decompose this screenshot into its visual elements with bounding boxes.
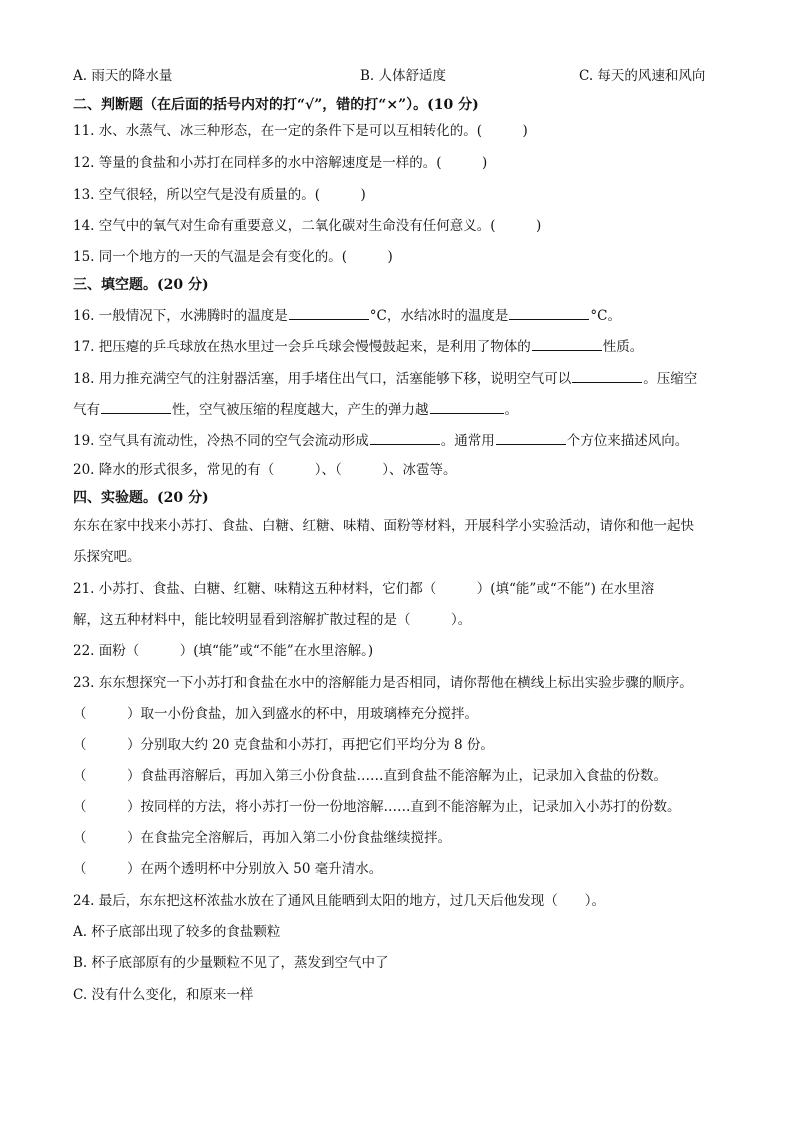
section4-intro-line1: 东东在家中找来小苏打、食盐、白糖、红糖、味精、面粉等材料，开展科学小实验活动，请你和他一起快 [73,518,694,534]
q18-blank-1[interactable] [572,368,642,383]
question-20: 20. 降水的形式很多，常见的有（ ）、（ ）、冰雹等。 [73,462,457,478]
q23-step-5: （ ）在食盐完全溶解后，再加入第二小份食盐继续搅拌。 [73,830,451,846]
q17-text-a: 17. 把压瘪的乒乓球放在热水里过一会乒乓球会慢慢鼓起来，是利用了物体的 [73,339,531,355]
question-24: 24. 最后，东东把这杯浓盐水放在了通风且能晒到太阳的地方，过几天后他发现（ ）。 [73,893,606,909]
question-12: 12. 等量的食盐和小苏打在同样多的水中溶解速度是一样的。( ) [73,155,488,171]
question-23: 23. 东东想探究一下小苏打和食盐在水中的溶解能力是否相同，请你帮他在横线上标出实验步骤的顺序。 [73,675,693,691]
q16-blank-boiling[interactable] [289,305,369,320]
section4-intro-line2: 乐探究吧。 [73,549,141,565]
q18-blank-3[interactable] [430,399,504,414]
q16-text-a: 16. 一般情况下，水沸腾时的温度是 [73,308,288,324]
q19-blank-2[interactable] [496,430,566,445]
q10-option-b[interactable]: B. 人体舒适度 [360,68,447,84]
q18-text-d: 性，空气被压缩的程度越大，产生的弹力越 [172,402,429,418]
q23-step-2: （ ）分别取大约 20 克食盐和小苏打，再把它们平均分为 8 份。 [73,737,494,753]
q18-blank-2[interactable] [101,399,171,414]
q24-option-c[interactable]: C. 没有什么变化，和原来一样 [73,987,254,1003]
q18-text-a: 18. 用力推充满空气的注射器活塞，用手堵住出气口，活塞能够下移，说明空气可以 [73,371,572,387]
question-17 [73,336,733,356]
question-15: 15. 同一个地方的一天的气温是会有变化的。( ) [73,249,393,265]
q16-blank-freezing[interactable] [509,305,589,320]
question-14: 14. 空气中的氧气对生命有重要意义，二氧化碳对生命没有任何意义。( ) [73,218,542,234]
q19-text-c: 个方位来描述风向。 [566,433,689,449]
question-22: 22. 面粉（ ）(填“能”或“不能”在水里溶解。) [73,643,374,659]
q18-text-b: 。压缩空 [643,371,698,387]
q19-blank-1[interactable] [370,430,440,445]
question-21-line2: 解，这五种材料中，能比较明显看到溶解扩散过程的是（ ）。 [73,612,472,628]
section3-heading: 三、填空题。(20 分) [73,277,209,293]
q18-text-e: 。 [504,402,518,418]
section4-heading: 四、实验题。(20 分) [73,490,209,506]
q16-text-c: °C。 [590,308,621,324]
q24-option-a[interactable]: A. 杯子底部出现了较多的食盐颗粒 [73,924,281,940]
q19-text-b: 。通常用 [440,433,495,449]
q17-blank[interactable] [532,336,602,351]
question-11: 11. 水、水蒸气、冰三种形态，在一定的条件下是可以互相转化的。( ) [73,123,528,139]
q18-text-c: 气有 [73,402,100,418]
q19-text-a: 19. 空气具有流动性，冷热不同的空气会流动形成 [73,433,369,449]
q10-option-c[interactable]: C. 每天的风速和风向 [579,68,706,84]
q23-step-1: （ ）取一小份食盐，加入到盛水的杯中，用玻璃棒充分搅拌。 [73,706,478,722]
q10-option-a[interactable]: A. 雨天的降水量 [73,68,173,84]
question-16 [73,305,733,325]
question-19 [73,430,733,450]
q23-step-6: （ ）在两个透明杯中分别放入 50 毫升清水。 [73,861,383,877]
q17-text-b: 性质。 [602,339,644,355]
q10-options-row [73,67,733,85]
q16-text-b: °C，水结冰时的温度是 [369,308,509,324]
q23-step-4: （ ）按同样的方法，将小苏打一份一份地溶解……直到不能溶解为止，记录加入小苏打的份数。 [73,799,681,815]
q23-step-3: （ ）食盐再溶解后，再加入第三小份食盐……直到食盐不能溶解为止，记录加入食盐的份数。 [73,768,667,784]
question-13: 13. 空气很轻，所以空气是没有质量的。( ) [73,187,366,203]
q24-option-b[interactable]: B. 杯子底部原有的少量颗粒不见了，蒸发到空气中了 [73,955,389,971]
question-21-line1: 21. 小苏打、食盐、白糖、红糖、味精这五种材料，它们都（ ）(填“能”或“不能”) 在水里溶 [73,581,655,597]
question-18-line2 [73,399,733,419]
question-18-line1 [73,368,733,388]
section2-heading: 二、判断题（在后面的括号内对的打“√”，错的打“×”）。(10 分) [73,97,479,113]
